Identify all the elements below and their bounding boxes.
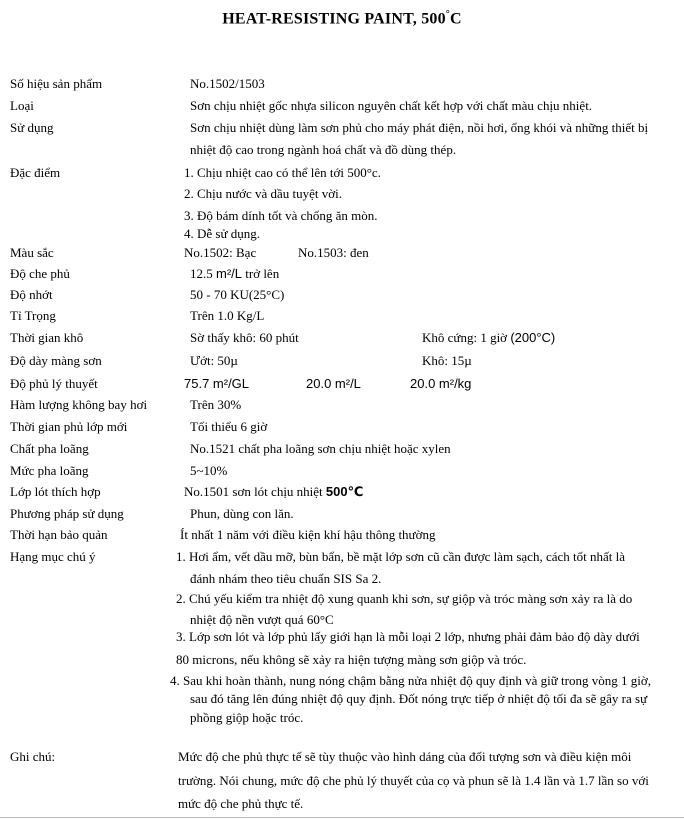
- label-features: Đặc điểm: [10, 165, 61, 180]
- value-specific-gravity: Trên 1.0 Kg/L: [190, 308, 265, 323]
- value-thinner: No.1521 chất pha loãng sơn chịu nhiệt hoặc xylen: [190, 441, 451, 456]
- value-color-1502: No.1502: Bạc: [184, 245, 257, 260]
- value-dry-thickness: Khô: 15µ: [422, 353, 472, 368]
- note-2-line-1: 2. Chú yếu kiểm tra nhiệt độ xung quanh khi sơn, sự giộp và tróc màng sơn xảy ra là do: [176, 591, 633, 606]
- note-4-line-3: phồng giộp hoặc tróc.: [190, 710, 304, 725]
- label-application-method: Phương pháp sử dụng: [10, 506, 124, 521]
- feature-item-4: 4. Dễ sử dụng.: [184, 226, 261, 241]
- remark-line-1: Mức độ che phủ thực tế sẽ tùy thuộc vào hình dáng của đối tượng sơn và điều kiện môi: [178, 749, 632, 764]
- value-usage-line-2: nhiệt độ cao trong ngành hoá chất và đồ dùng thép.: [190, 142, 457, 157]
- value-usage-line-1: Sơn chịu nhiệt dùng làm sơn phủ cho máy phát điện, nồi hơi, ống khói và những thiết bị: [190, 120, 649, 135]
- value-wet-thickness: Ướt: 50µ: [190, 353, 238, 368]
- document-title: HEAT-RESISTING PAINT, 500°C: [222, 9, 462, 28]
- label-shelf-life: Thời hạn bảo quản: [10, 527, 108, 542]
- label-usage: Sử dụng: [10, 120, 54, 135]
- label-viscosity: Độ nhớt: [10, 287, 53, 302]
- label-notes: Hạng mục chú ý: [10, 549, 96, 564]
- label-remark: Ghi chú:: [10, 749, 56, 764]
- remark-line-2: trường. Nói chung, mức độ che phủ lý thuyết của cọ và phun sẽ là 1.4 lần và 1.7 lần so với: [178, 773, 649, 788]
- value-coverage-kg: 20.0 m²/kg: [410, 376, 472, 391]
- value-solids-content: Trên 30%: [190, 397, 242, 412]
- value-product-code: No.1502/1503: [190, 76, 265, 91]
- value-viscosity: 50 - 70 KU(25°C): [190, 287, 285, 302]
- label-thinner: Chất pha loãng: [10, 441, 89, 456]
- note-4-line-2: sau đó tăng lên đúng nhiệt độ quy định. Đốt nóng trực tiếp ở nhiệt độ tối đa sẽ gây ra sự: [190, 691, 648, 706]
- note-3-line-1: 3. Lớp sơn lót và lớp phủ lấy giới hạn là mỗi loại 2 lớp, nhưng phải đảm bảo độ dày dưới: [176, 629, 640, 644]
- label-coverage: Độ che phủ: [10, 266, 70, 281]
- feature-item-3: 3. Độ bám dính tốt và chống ăn mòn.: [184, 208, 378, 223]
- note-2-line-2: nhiệt độ nền vượt quá 60°C: [190, 612, 334, 627]
- value-primer: No.1501 sơn lót chịu nhiệt 500℃: [184, 484, 364, 499]
- note-4-line-1: 4. Sau khi hoàn thành, nung nóng chậm bằng nửa nhiệt độ quy định và giữ trong vòng 1 giờ,: [170, 673, 651, 688]
- label-product-code: Số hiệu sản phẩm: [10, 76, 103, 91]
- label-thinning-ratio: Mức pha loãng: [10, 463, 89, 478]
- label-solids-content: Hàm lượng không bay hơi: [10, 397, 148, 412]
- value-coverage: 12.5 m²/L trở lên: [190, 266, 280, 281]
- value-coverage-l: 20.0 m²/L: [306, 376, 361, 391]
- note-3-line-2: 80 microns, nếu không sẽ xảy ra hiện tượng màng sơn giộp và tróc.: [176, 652, 527, 667]
- label-film-thickness: Độ dày màng sơn: [10, 353, 102, 368]
- feature-item-2: 2. Chịu nước và dầu tuyệt vời.: [184, 186, 342, 201]
- value-type: Sơn chịu nhiệt gốc nhựa silicon nguyên chất kết hợp với chất màu chịu nhiệt.: [190, 98, 593, 113]
- label-color: Màu sắc: [10, 245, 54, 260]
- value-coverage-gl: 75.7 m²/GL: [184, 376, 250, 391]
- value-thinning-ratio: 5~10%: [190, 463, 228, 478]
- value-touch-dry: Sờ thấy khô: 60 phút: [190, 330, 299, 345]
- label-specific-gravity: Tỉ Trọng: [10, 308, 56, 323]
- value-recoat-time: Tối thiểu 6 giờ: [190, 419, 268, 434]
- label-theoretical-coverage: Độ phủ lý thuyết: [10, 376, 98, 391]
- feature-item-1: 1. Chịu nhiệt cao có thể lên tới 500°c.: [184, 165, 381, 180]
- page-bottom-border: [0, 817, 684, 818]
- label-primer: Lớp lót thích hợp: [10, 484, 101, 499]
- value-color-1503: No.1503: đen: [298, 245, 369, 260]
- label-recoat-time: Thời gian phủ lớp mới: [10, 419, 128, 434]
- value-application-method: Phun, dùng con lăn.: [190, 506, 294, 521]
- value-shelf-life: Ít nhất 1 năm với điều kiện khí hậu thông thường: [180, 527, 436, 542]
- note-1-line-2: đánh nhám theo tiêu chuẩn SIS Sa 2.: [190, 571, 382, 586]
- note-1-line-1: 1. Hơi ẩm, vết dầu mỡ, bùn bẩn, bề mặt lớp sơn cũ cần được làm sạch, cách tốt nhất là: [176, 549, 625, 564]
- label-type: Loại: [10, 98, 34, 113]
- value-hard-dry: Khô cứng: 1 giờ (200°C): [422, 330, 556, 345]
- remark-line-3: mức độ che phủ thực tế.: [178, 796, 304, 811]
- label-drying-time: Thời gian khô: [10, 330, 84, 345]
